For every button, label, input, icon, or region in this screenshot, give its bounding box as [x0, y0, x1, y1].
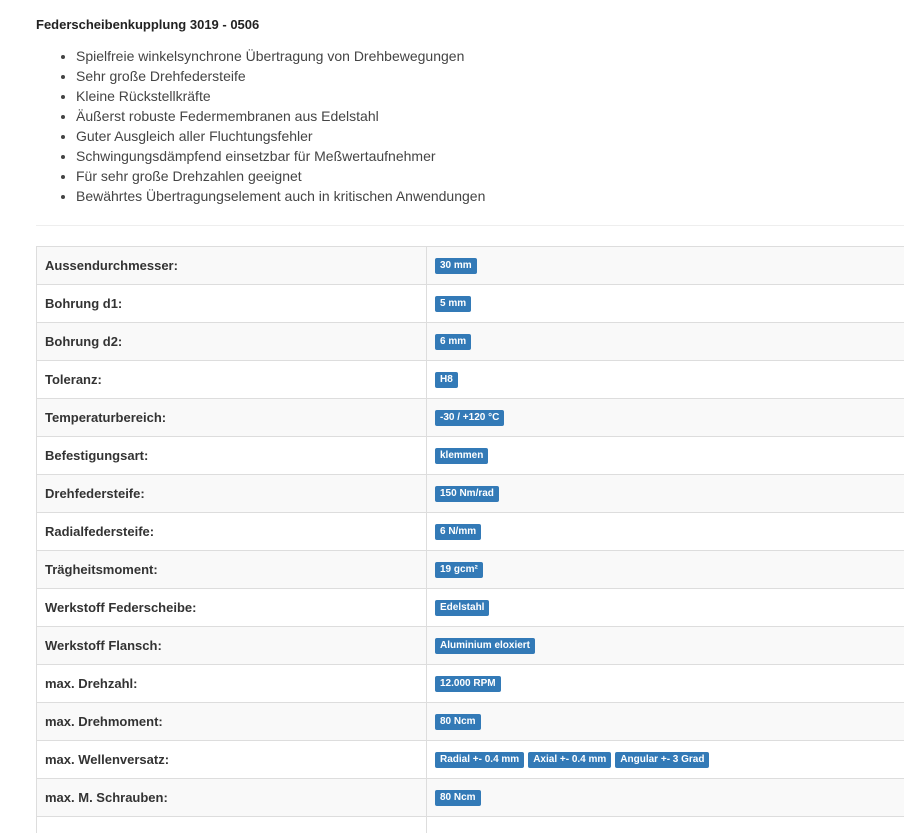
- spec-value: [427, 703, 904, 741]
- spec-value-badge: 80 Ncm: [435, 790, 481, 806]
- spec-row: [37, 665, 904, 703]
- feature-item: • Schwingungsdämpfend einsetzbar für Meßwertaufnehmer: [76, 146, 485, 166]
- spec-row: [37, 247, 904, 285]
- spec-label: max. M. Schrauben:: [37, 779, 427, 817]
- spec-row: [37, 437, 904, 475]
- spec-value: [427, 551, 904, 589]
- feature-item: • Guter Ausgleich aller Fluchtungsfehler: [76, 126, 485, 146]
- spec-value-badge: 19 gcm²: [435, 562, 483, 578]
- spec-value-badge: 150 Nm/rad: [435, 486, 499, 502]
- spec-row: [37, 361, 904, 399]
- spec-value: [427, 437, 904, 475]
- spec-value: [427, 475, 904, 513]
- spec-value: [427, 589, 904, 627]
- spec-label-empty: [37, 817, 427, 833]
- spec-label: Bohrung d1:: [37, 285, 427, 323]
- spec-value-badge: -30 / +120 °C: [435, 410, 504, 426]
- spec-label: max. Drehzahl:: [37, 665, 427, 703]
- spec-row: [37, 399, 904, 437]
- spec-value-badge: 12.000 RPM: [435, 676, 501, 692]
- spec-label: Toleranz:: [37, 361, 427, 399]
- feature-item: • Äußerst robuste Federmembranen aus Edelstahl: [76, 106, 485, 126]
- spec-table: [36, 246, 904, 833]
- spec-value: [427, 513, 904, 551]
- spec-row-empty: [37, 817, 904, 833]
- spec-value: [427, 247, 904, 285]
- feature-item: • Bewährtes Übertragungselement auch in kritischen Anwendungen: [76, 186, 485, 206]
- spec-row: [37, 551, 904, 589]
- spec-label: Trägheitsmoment:: [37, 551, 427, 589]
- spec-row: [37, 323, 904, 361]
- spec-value: [427, 741, 904, 779]
- spec-value-badge: Angular +- 3 Grad: [615, 752, 709, 768]
- spec-label: Werkstoff Federscheibe:: [37, 589, 427, 627]
- feature-item: • Spielfreie winkelsynchrone Übertragung von Drehbewegungen: [76, 46, 485, 66]
- spec-value: [427, 285, 904, 323]
- spec-row: [37, 703, 904, 741]
- spec-value: [427, 665, 904, 703]
- section-divider: [36, 225, 904, 226]
- spec-label: max. Drehmoment:: [37, 703, 427, 741]
- spec-value-badge: 5 mm: [435, 296, 471, 312]
- feature-item: • Für sehr große Drehzahlen geeignet: [76, 166, 485, 186]
- spec-value-badge: 30 mm: [435, 258, 477, 274]
- spec-value: [427, 779, 904, 817]
- feature-item: • Kleine Rückstellkräfte: [76, 86, 485, 106]
- spec-label: Werkstoff Flansch:: [37, 627, 427, 665]
- spec-value: [427, 323, 904, 361]
- feature-list: [36, 46, 485, 206]
- spec-row: [37, 589, 904, 627]
- spec-label: Radialfedersteife:: [37, 513, 427, 551]
- spec-row: [37, 285, 904, 323]
- spec-value-badge: 6 mm: [435, 334, 471, 350]
- spec-label: Temperaturbereich:: [37, 399, 427, 437]
- spec-value-badge: H8: [435, 372, 458, 388]
- spec-label: Aussendurchmesser:: [37, 247, 427, 285]
- spec-value-badge: Aluminium eloxiert: [435, 638, 535, 654]
- spec-row: [37, 741, 904, 779]
- spec-label: Bohrung d2:: [37, 323, 427, 361]
- spec-label: max. Wellenversatz:: [37, 741, 427, 779]
- spec-value-badge: Axial +- 0.4 mm: [528, 752, 611, 768]
- spec-value-badge: Edelstahl: [435, 600, 489, 616]
- spec-row: [37, 475, 904, 513]
- feature-item: • Sehr große Drehfedersteife: [76, 66, 485, 86]
- spec-value: [427, 361, 904, 399]
- spec-value: [427, 627, 904, 665]
- spec-value-badge: 6 N/mm: [435, 524, 481, 540]
- product-title: Federscheibenkupplung 3019 - 0506: [36, 17, 260, 32]
- spec-label: Befestigungsart:: [37, 437, 427, 475]
- spec-row: [37, 779, 904, 817]
- spec-value-badge: klemmen: [435, 448, 488, 464]
- spec-row: [37, 627, 904, 665]
- spec-value-badge: 80 Ncm: [435, 714, 481, 730]
- spec-label: Drehfedersteife:: [37, 475, 427, 513]
- spec-value-badge: Radial +- 0.4 mm: [435, 752, 524, 768]
- spec-value-empty: [427, 817, 904, 833]
- spec-row: [37, 513, 904, 551]
- spec-value: [427, 399, 904, 437]
